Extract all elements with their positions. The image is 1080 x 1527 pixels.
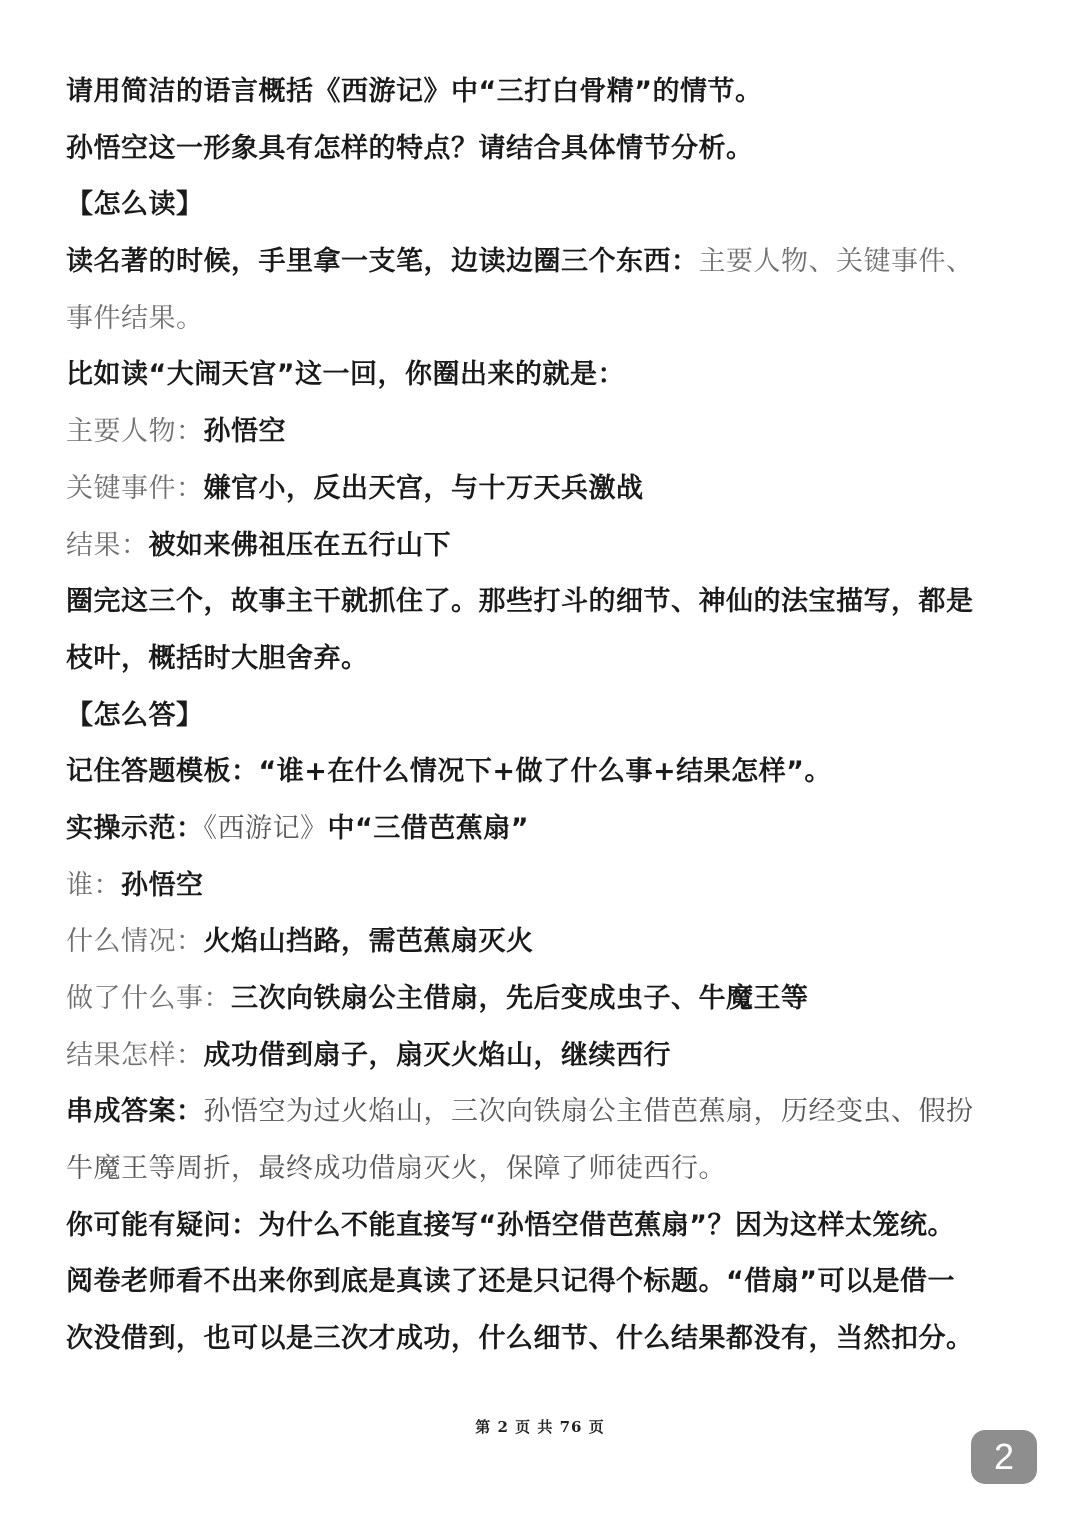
text-segment: 做了什么事：: [66, 983, 231, 1014]
text-segment: 孙悟空: [203, 416, 286, 448]
text-segment: 火焰山挡路，需芭蕉扇灭火: [203, 926, 534, 958]
page-footer: 第 2 页 共 76 页: [475, 1418, 605, 1436]
text-segment: 主要人物、关键事件、: [698, 246, 974, 278]
text-line: [66, 574, 1026, 631]
text-line: [66, 1198, 1026, 1255]
text-segment: 孙悟空: [121, 869, 204, 901]
text-segment: 牛魔王等周折，最终成功借扇灭火，保障了师徒西行。: [66, 1153, 726, 1185]
text-segment: 串成答案：: [66, 1096, 204, 1128]
text-line: [66, 631, 1026, 688]
text-line: [66, 404, 1026, 461]
text-segment: 结果：: [66, 529, 149, 561]
text-line: [66, 744, 1026, 801]
text-segment: 主要人物：: [66, 416, 204, 448]
text-segment: 圈完这三个，故事主干就抓住了。那些打斗的细节、神仙的法宝描写，都是: [66, 586, 974, 618]
text-segment: 次没借到，也可以是三次才成功，什么细节、什么结果都没有，当然扣分。: [66, 1323, 974, 1355]
text-segment: 《西游记》: [203, 812, 328, 844]
text-segment: 嫌官小，反出天宫，与十万天兵激战: [203, 472, 644, 504]
text-segment: 谁：: [66, 869, 121, 901]
text-line: [66, 347, 1026, 404]
text-line: [66, 1028, 1026, 1085]
text-segment: 请用简洁的语言概括《西游记》中“三打白骨精”的情节。: [66, 76, 763, 107]
text-segment: 被如来佛祖压在五行山下: [148, 529, 451, 561]
text-segment: 结果怎样：: [66, 1039, 204, 1071]
text-segment: 孙悟空为过火焰山，三次向铁扇公主借芭蕉扇，历经变虫、假扮: [203, 1096, 974, 1128]
text-segment: 读名著的时候，手里拿一支笔，边读边圈三个东西：: [66, 246, 699, 278]
text-segment: 比如读“大闹天宫”这一回，你圈出来的就是：: [66, 359, 625, 391]
text-line: [66, 688, 1026, 745]
text-segment: 成功借到扇子，扇灭火焰山，继续西行: [203, 1039, 671, 1071]
text-segment: 关键事件：: [66, 472, 204, 504]
text-line: [66, 1311, 1026, 1368]
text-line: [66, 914, 1026, 971]
text-line: [66, 518, 1026, 575]
document-body: [66, 64, 1026, 1368]
text-segment: 【怎么读】: [66, 189, 204, 221]
text-segment: 阅卷老师看不出来你到底是真读了还是只记得个标题。“借扇”可以是借一: [66, 1266, 955, 1298]
text-segment: 记住答题模板：“谁+在什么情况下+做了什么事+结果怎样”。: [66, 756, 832, 788]
text-line: [66, 971, 1026, 1028]
text-segment: 什么情况：: [66, 926, 204, 958]
text-line: [66, 177, 1026, 234]
text-line: [66, 1254, 1026, 1311]
text-line: [66, 64, 1026, 121]
text-segment: 枝叶，概括时大胆舍弃。: [66, 642, 369, 674]
text-segment: 三次向铁扇公主借扇，先后变成虫子、牛魔王等: [231, 983, 809, 1014]
text-line: [66, 234, 1026, 291]
text-segment: 实操示范：: [66, 812, 204, 844]
text-segment: 事件结果。: [66, 302, 204, 334]
text-line: [66, 1141, 1026, 1198]
text-line: [66, 801, 1026, 858]
page-number-badge[interactable]: 2: [971, 1430, 1037, 1484]
text-segment: 你可能有疑问：为什么不能直接写“孙悟空借芭蕉扇”？因为这样太笼统。: [66, 1209, 955, 1241]
text-segment: 【怎么答】: [66, 699, 204, 731]
text-line: [66, 858, 1026, 915]
text-segment: 中“三借芭蕉扇”: [327, 812, 529, 844]
text-segment: 孙悟空这一形象具有怎样的特点？请结合具体情节分析。: [66, 132, 754, 164]
text-line: [66, 1084, 1026, 1141]
text-line: [66, 121, 1026, 178]
text-line: [66, 291, 1026, 348]
text-line: [66, 461, 1026, 518]
